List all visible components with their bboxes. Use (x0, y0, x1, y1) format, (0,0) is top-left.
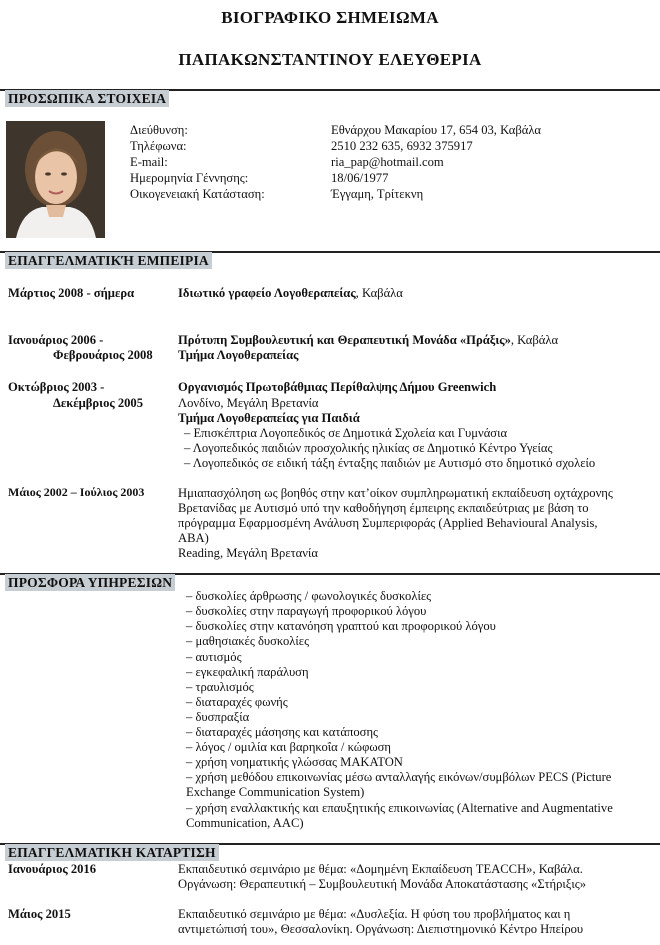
label-address: Διεύθυνση: (130, 123, 188, 137)
experience-date: Οκτώβριος 2003 - (8, 380, 105, 394)
experience-date: Μάρτιος 2008 - σήμερα (8, 286, 135, 300)
value-address: Εθνάρχου Μακαρίου 17, 654 03, Καβάλα (331, 123, 542, 137)
training-date: Μάιος 2015 (8, 907, 71, 921)
person-name: ΠΑΠΑΚΩΝΣΤΑΝΤΙΝΟΥ ΕΛΕΥΘΕΡΙΑ (178, 50, 482, 69)
employer-name: Πρότυπη Συμβουλευτική και Θεραπευτική Μονάδα «Πράξις» (178, 333, 511, 347)
cv-title: ΒΙΟΓΡΑΦΙΚΟ ΣΗΜΕΙΩΜΑ (221, 8, 439, 27)
profile-photo (6, 121, 105, 238)
experience-description: ABA) (178, 531, 209, 545)
service-item: – χρήση εναλλακτικής και επαυξητικής επικοινωνίας (Alternative and Augmentative (186, 801, 613, 815)
service-item: – εγκεφαλική παράλυση (186, 665, 309, 679)
label-phones: Τηλέφωνα: (130, 139, 187, 153)
value-family-status: Έγγαμη, Τρίτεκνη (331, 187, 424, 201)
service-item: – δυσκολίες στην κατανόηση γραπτού και προφορικού λόγου (186, 619, 496, 633)
value-phones: 2510 232 635, 6932 375917 (331, 139, 473, 153)
employer-name: Ιδιωτικό γραφείο Λογοθεραπείας (178, 286, 356, 300)
section-heading-experience: ΕΠΑΓΓΕΛΜΑΤΙΚΉ ΕΜΠΕΙΡΙΑ (5, 252, 212, 269)
service-item: – μαθησιακές δυσκολίες (186, 634, 310, 648)
service-item: – δυσκολίες άρθρωσης / φωνολογικές δυσκολίες (186, 589, 432, 603)
service-item: – δυσπραξία (186, 710, 250, 724)
experience-location: Λονδίνο, Μεγάλη Βρετανία (178, 396, 319, 410)
experience-date: Φεβρουάριος 2008 (53, 348, 153, 362)
service-item: – δυσκολίες στην παραγωγή προφορικού λόγου (186, 604, 427, 618)
training-date: Ιανουάριος 2016 (8, 862, 97, 876)
experience-date: Δεκέμβριος 2005 (53, 396, 144, 410)
value-birthdate: 18/06/1977 (331, 171, 389, 185)
section-heading-personal: ΠΡΟΣΩΠΙΚΑ ΣΤΟΙΧΕΙΑ (5, 90, 169, 107)
experience-description: Ημιαπασχόληση ως βοηθός στην κατ’οίκον συμπληρωματική εκπαίδευση οχτάχρονης (178, 486, 613, 500)
training-organizer: Οργάνωση: Θεραπευτική – Συμβουλευτική Μονάδα Αποκατάστασης «Στήριξις» (178, 877, 587, 891)
employer-location: , Καβάλα (510, 333, 559, 347)
service-item: – διαταραχές φωνής (186, 695, 288, 709)
experience-department: Τμήμα Λογοθεραπείας (178, 348, 299, 362)
service-item: – λόγος / ομιλία και βαρηκοΐα / κώφωση (186, 740, 392, 754)
value-email: ria_pap@hotmail.com (331, 155, 444, 169)
experience-employer (178, 333, 558, 348)
service-item: – διαταραχές μάσησης και κατάποσης (186, 725, 379, 739)
label-email: E-mail: (130, 155, 168, 169)
experience-duty: – Επισκέπτρια Λογοπεδικός σε Δημοτικά Σχολεία και Γυμνάσια (184, 426, 508, 440)
service-item: – χρήση νοηματικής γλώσσας ΜΑΚΑΤΟΝ (186, 755, 403, 769)
experience-duty: – Λογοπεδικός παιδιών προσχολικής ηλικίας σε Δημοτικό Κέντρο Υγείας (184, 441, 553, 455)
experience-description: πρόγραμμα Εφαρμοσμένη Ανάλυση Συμπεριφοράς (Applied Behavioural Analysis, (178, 516, 598, 530)
experience-employer: Οργανισμός Πρωτοβάθμιας Περίθαλψης Δήμου Greenwich (178, 380, 497, 394)
experience-date: Ιανουάριος 2006 - (8, 333, 104, 347)
service-item: – αυτισμός (186, 650, 242, 664)
experience-date: Μάιος 2002 – Ιούλιος 2003 (8, 485, 145, 499)
section-heading-services: ΠΡΟΣΦΟΡΑ ΥΠΗΡΕΣΙΩΝ (5, 574, 175, 591)
experience-duty: – Λογοπεδικός σε ειδική τάξη ένταξης παιδιών με Αυτισμό στο δημοτικό σχολείο (184, 456, 596, 470)
service-item: – χρήση μεθόδου επικοινωνίας μέσω ανταλλαγής εικόνων/συμβόλων PECS (Picture (186, 770, 612, 784)
training-organizer: αντιμετώπισή του», Θεσσαλονίκη. Οργάνωση: Διεπιστημονικό Κέντρο Ηπείρου (178, 922, 584, 936)
experience-location: Reading, Μεγάλη Βρετανία (178, 546, 318, 560)
experience-description: Βρετανίδας με Αυτισμό υπό την καθοδήγηση έμπειρης εκπαιδεύτριας με βάση το (178, 501, 589, 515)
service-item: Communication, AAC) (186, 816, 304, 830)
service-item: – τραυλισμός (186, 680, 254, 694)
experience-department: Τμήμα Λογοθεραπείας για Παιδιά (178, 411, 360, 425)
label-family-status: Οικογενειακή Κατάσταση: (130, 187, 265, 201)
section-heading-training: ΕΠΑΓΓΕΛΜΑΤΙΚΗ ΚΑΤΑΡΤΙΣΗ (5, 844, 219, 861)
training-description: Εκπαιδευτικό σεμινάριο με θέμα: «Δυσλεξία. Η φύση του προβλήματος και η (178, 907, 571, 921)
employer-location: , Καβάλα (355, 286, 403, 300)
label-birthdate: Ημερομηνία Γέννησης: (130, 171, 249, 185)
service-item: Exchange Communication System) (186, 785, 365, 799)
experience-employer (178, 286, 403, 301)
training-description: Εκπαιδευτικό σεμινάριο με θέμα: «Δομημένη Εκπαίδευση TEACCH», Καβάλα. (178, 862, 583, 876)
